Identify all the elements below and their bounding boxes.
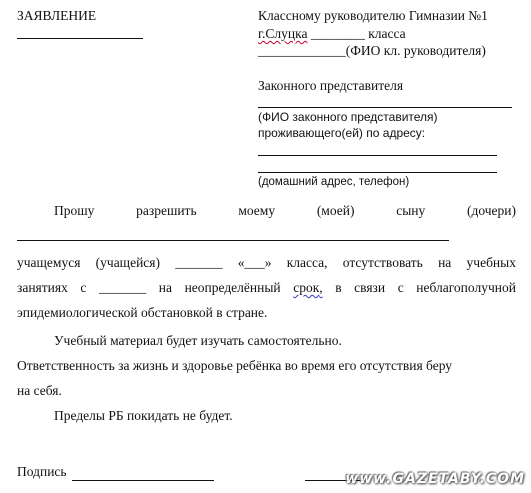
word: Прошу xyxy=(54,203,95,218)
word: отсутствовать xyxy=(342,255,423,270)
watermark-logo: www.GAZETABY.COM xyxy=(345,471,525,487)
word: неблагополучной xyxy=(416,280,516,295)
word: учащемуся xyxy=(17,255,81,270)
addressee-line-2 xyxy=(258,26,406,42)
word: неопределённый xyxy=(184,280,281,295)
word: в xyxy=(335,280,342,295)
paragraph-responsibility-line-2: на себя. xyxy=(17,383,62,398)
word: (моей) xyxy=(316,203,355,218)
signature-label: Подпись xyxy=(17,464,67,479)
word: связи xyxy=(354,280,386,295)
city-name: г.Слуцка xyxy=(258,26,308,41)
document-title: ЗАЯВЛЕНИЕ xyxy=(17,8,97,23)
word: учебных xyxy=(466,255,516,270)
word: занятиях xyxy=(17,280,68,295)
class-blank: ________ xyxy=(310,26,365,41)
word: разрешить xyxy=(136,203,197,218)
body-line-4: эпидемиологической обстановкой в стране. xyxy=(17,305,268,320)
word: (дочери) xyxy=(466,203,516,218)
paragraph-borders: Пределы РБ покидать не будет. xyxy=(54,408,233,423)
representative-name-line xyxy=(258,107,512,108)
word: на xyxy=(158,280,172,295)
word: (учащейся) xyxy=(95,255,160,270)
grade-blank: _______ xyxy=(175,255,223,270)
grade-letter-blank: «___» xyxy=(237,255,272,270)
class-suffix: класса xyxy=(364,26,406,41)
word: на xyxy=(438,255,452,270)
child-name-line xyxy=(17,240,449,241)
teacher-blank: _____________ xyxy=(258,43,346,58)
word: с xyxy=(397,280,404,295)
word: срок xyxy=(293,280,320,295)
request-line xyxy=(54,203,516,219)
residing-label: проживающего(ей) по адресу: xyxy=(258,126,426,140)
teacher-fio-hint: (ФИО кл. руководителя) xyxy=(345,43,486,58)
addressee-line-1: Классному руководителю Гимназии №1 xyxy=(258,8,488,23)
address-hint: (домашний адрес, телефон) xyxy=(258,176,410,188)
word: с xyxy=(80,280,87,295)
paragraph-responsibility-line-1: Ответственность за жизнь и здоровье ребёнка во время его отсутствия беру xyxy=(17,358,453,373)
term-group xyxy=(293,280,322,296)
date-blank: _______ xyxy=(98,280,147,295)
body-line-3 xyxy=(17,280,516,296)
signature-line xyxy=(72,480,214,481)
paragraph-study: Учебный материал будет изучать самостоятельно. xyxy=(54,333,342,348)
representative-fio-hint: (ФИО законного представителя) xyxy=(258,110,438,124)
address-line-1 xyxy=(258,155,497,156)
body-line-2 xyxy=(17,255,516,271)
address-line-2 xyxy=(258,172,497,173)
representative-label: Законного представителя xyxy=(258,78,404,93)
word: сыну xyxy=(396,203,426,218)
comma: , xyxy=(319,280,323,295)
word: класса, xyxy=(286,255,328,270)
word: моему xyxy=(238,203,276,218)
addressee-line-3 xyxy=(258,43,486,59)
title-underline xyxy=(17,38,143,39)
